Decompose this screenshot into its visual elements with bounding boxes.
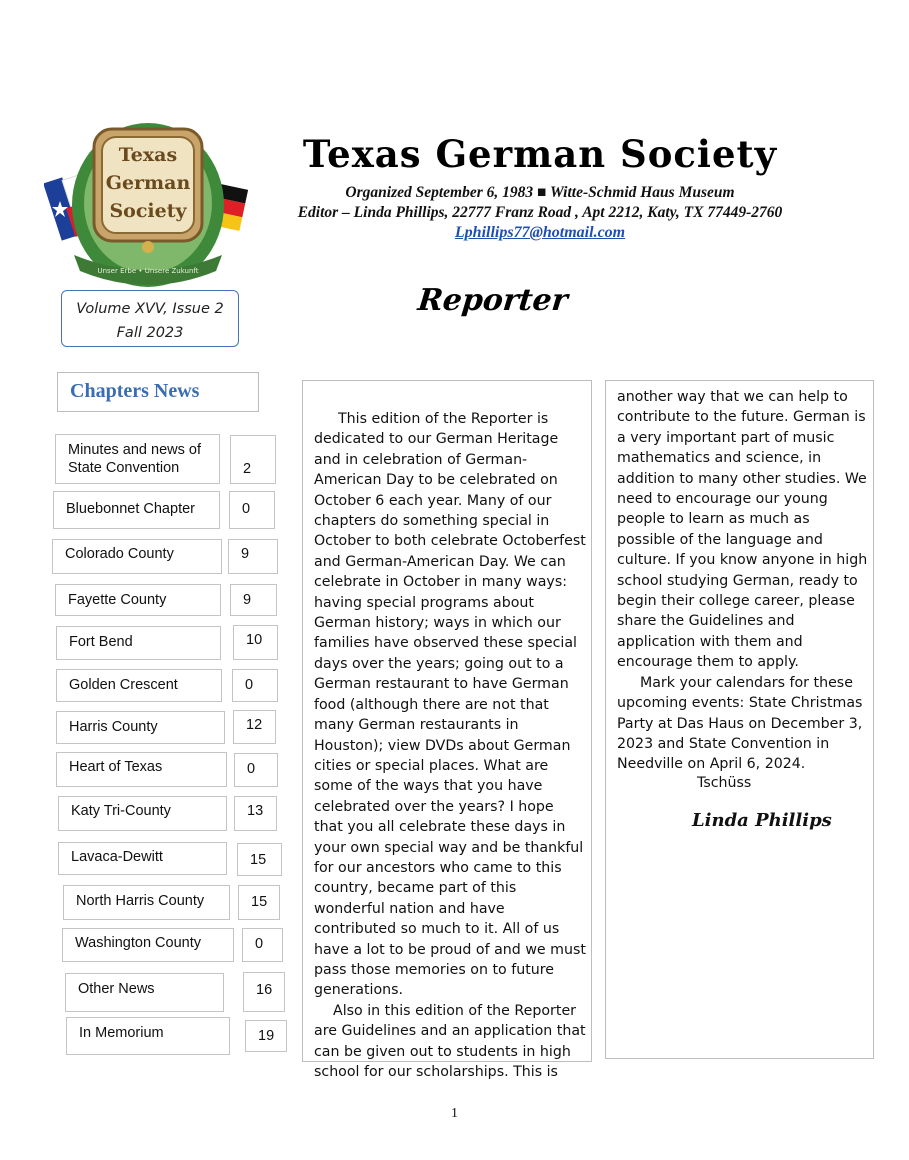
toc-page-colorado: 9 — [228, 539, 278, 574]
newsletter-name: Reporter — [416, 283, 570, 318]
society-title: Texas German Society — [302, 132, 778, 176]
toc-page-harris: 12 — [233, 710, 276, 744]
volume-box — [61, 290, 239, 347]
toc-page-golden-crescent: 0 — [232, 669, 278, 702]
toc-label-golden-crescent[interactable]: Golden Crescent — [56, 669, 222, 702]
toc-page-in-memorium: 19 — [245, 1020, 287, 1052]
toc-label-fort-bend[interactable]: Fort Bend — [56, 626, 221, 660]
toc-label-heart-of-texas[interactable]: Heart of Texas — [56, 752, 227, 787]
toc-label-north-harris[interactable]: North Harris County — [63, 885, 230, 920]
toc-label-in-memorium[interactable]: In Memorium — [66, 1017, 230, 1055]
logo-motto: Unser Erbe • Unsere Zukunft — [97, 267, 199, 275]
column2-paragraph-2: Mark your calendars for these upcoming events: State Christmas Party at Das Haus on December 3, 2023 and State Convention in Needville on April 6, 2024. — [617, 674, 863, 773]
volume-season: Fall 2023 — [116, 325, 184, 341]
toc-page-heart-of-texas: 0 — [234, 753, 278, 787]
toc-page-fort-bend: 10 — [233, 625, 278, 660]
column1-paragraph-1: This edition of the Reporter is dedicated to our German Heritage and in celebration of German-American Day to be celebrated on October 6 each year. Many of our chapters do something special in October to both celebrate Octoberfest and German-American Day. We can celebrate in October in many ways: having special programs about German history; ways in which our families have observed these special days over the years; going out to a German restaurant to have German food (although there are not that many German restaurants in Houston); view DVDs about German cities or special places. What are some of the ways that you have celebrated over the years? I hope that you all celebrate these days in your own special way and be thankful for our ancestors who came to this country, became part of this wonderful nation and have contributed so much to it. All of us have a lot to be proud of and we must pass those memories on to future generations. — [314, 411, 586, 999]
organized-line: Organized September 6, 1983 ■ Witte-Schmid Haus Museum — [345, 184, 735, 201]
logo-text-texas: Texas — [118, 144, 178, 166]
logo-text-german: German — [105, 172, 191, 194]
toc-page-north-harris: 15 — [238, 885, 280, 920]
editor-email-link[interactable]: Lphillips77@hotmail.com — [454, 224, 626, 241]
column2-paragraph-1: another way that we can help to contribute to the future. German is a very important part of music mathematics and science, in addition to many other studies. We need to encourage our young people to learn as much as possible of the language and culture. If you know anyone in high school studying German, ready to begin their college career, please share the Guidelines and application with them and encourage them to apply. — [617, 389, 868, 671]
toc-page-bluebonnet: 0 — [229, 491, 275, 529]
toc-label-fayette[interactable]: Fayette County — [55, 584, 221, 616]
toc-label-harris[interactable]: Harris County — [56, 711, 225, 744]
article-column-2 — [605, 380, 874, 1059]
page-number: 1 — [451, 1106, 458, 1121]
toc-page-washington: 0 — [242, 928, 283, 962]
toc-label-katy[interactable]: Katy Tri-County — [58, 796, 227, 831]
toc-page-state-convention: 2 — [230, 435, 276, 484]
society-logo — [44, 117, 249, 289]
toc-label-washington[interactable]: Washington County — [62, 928, 234, 962]
column1-paragraph-2: Also in this edition of the Reporter are Guidelines and an application that can be given out to students in high school for our scholarships. This is — [314, 1002, 586, 1080]
editor-line: Editor – Linda Phillips, 22777 Franz Road , Apt 2212, Katy, TX 77449-2760 — [297, 204, 783, 221]
chapters-news-heading: Chapters News — [57, 372, 259, 412]
toc-label-other-news[interactable]: Other News — [65, 973, 224, 1012]
toc-label-bluebonnet[interactable]: Bluebonnet Chapter — [53, 491, 220, 529]
logo-text-society: Society — [109, 200, 187, 222]
closing-word: Tschüss — [697, 775, 752, 791]
toc-label-colorado[interactable]: Colorado County — [52, 539, 222, 574]
toc-label-state-convention[interactable]: Minutes and news of State Convention — [55, 434, 220, 484]
editor-signature: Linda Phillips — [692, 810, 832, 831]
article-column-1 — [302, 380, 592, 1080]
toc-page-fayette: 9 — [230, 584, 277, 616]
toc-label-lavaca-dewitt[interactable]: Lavaca-Dewitt — [58, 842, 227, 875]
toc-page-lavaca-dewitt: 15 — [237, 843, 282, 876]
volume-issue: Volume XVV, Issue 2 — [76, 301, 224, 317]
toc-page-other-news: 16 — [243, 972, 285, 1012]
toc-page-katy: 13 — [234, 796, 277, 831]
